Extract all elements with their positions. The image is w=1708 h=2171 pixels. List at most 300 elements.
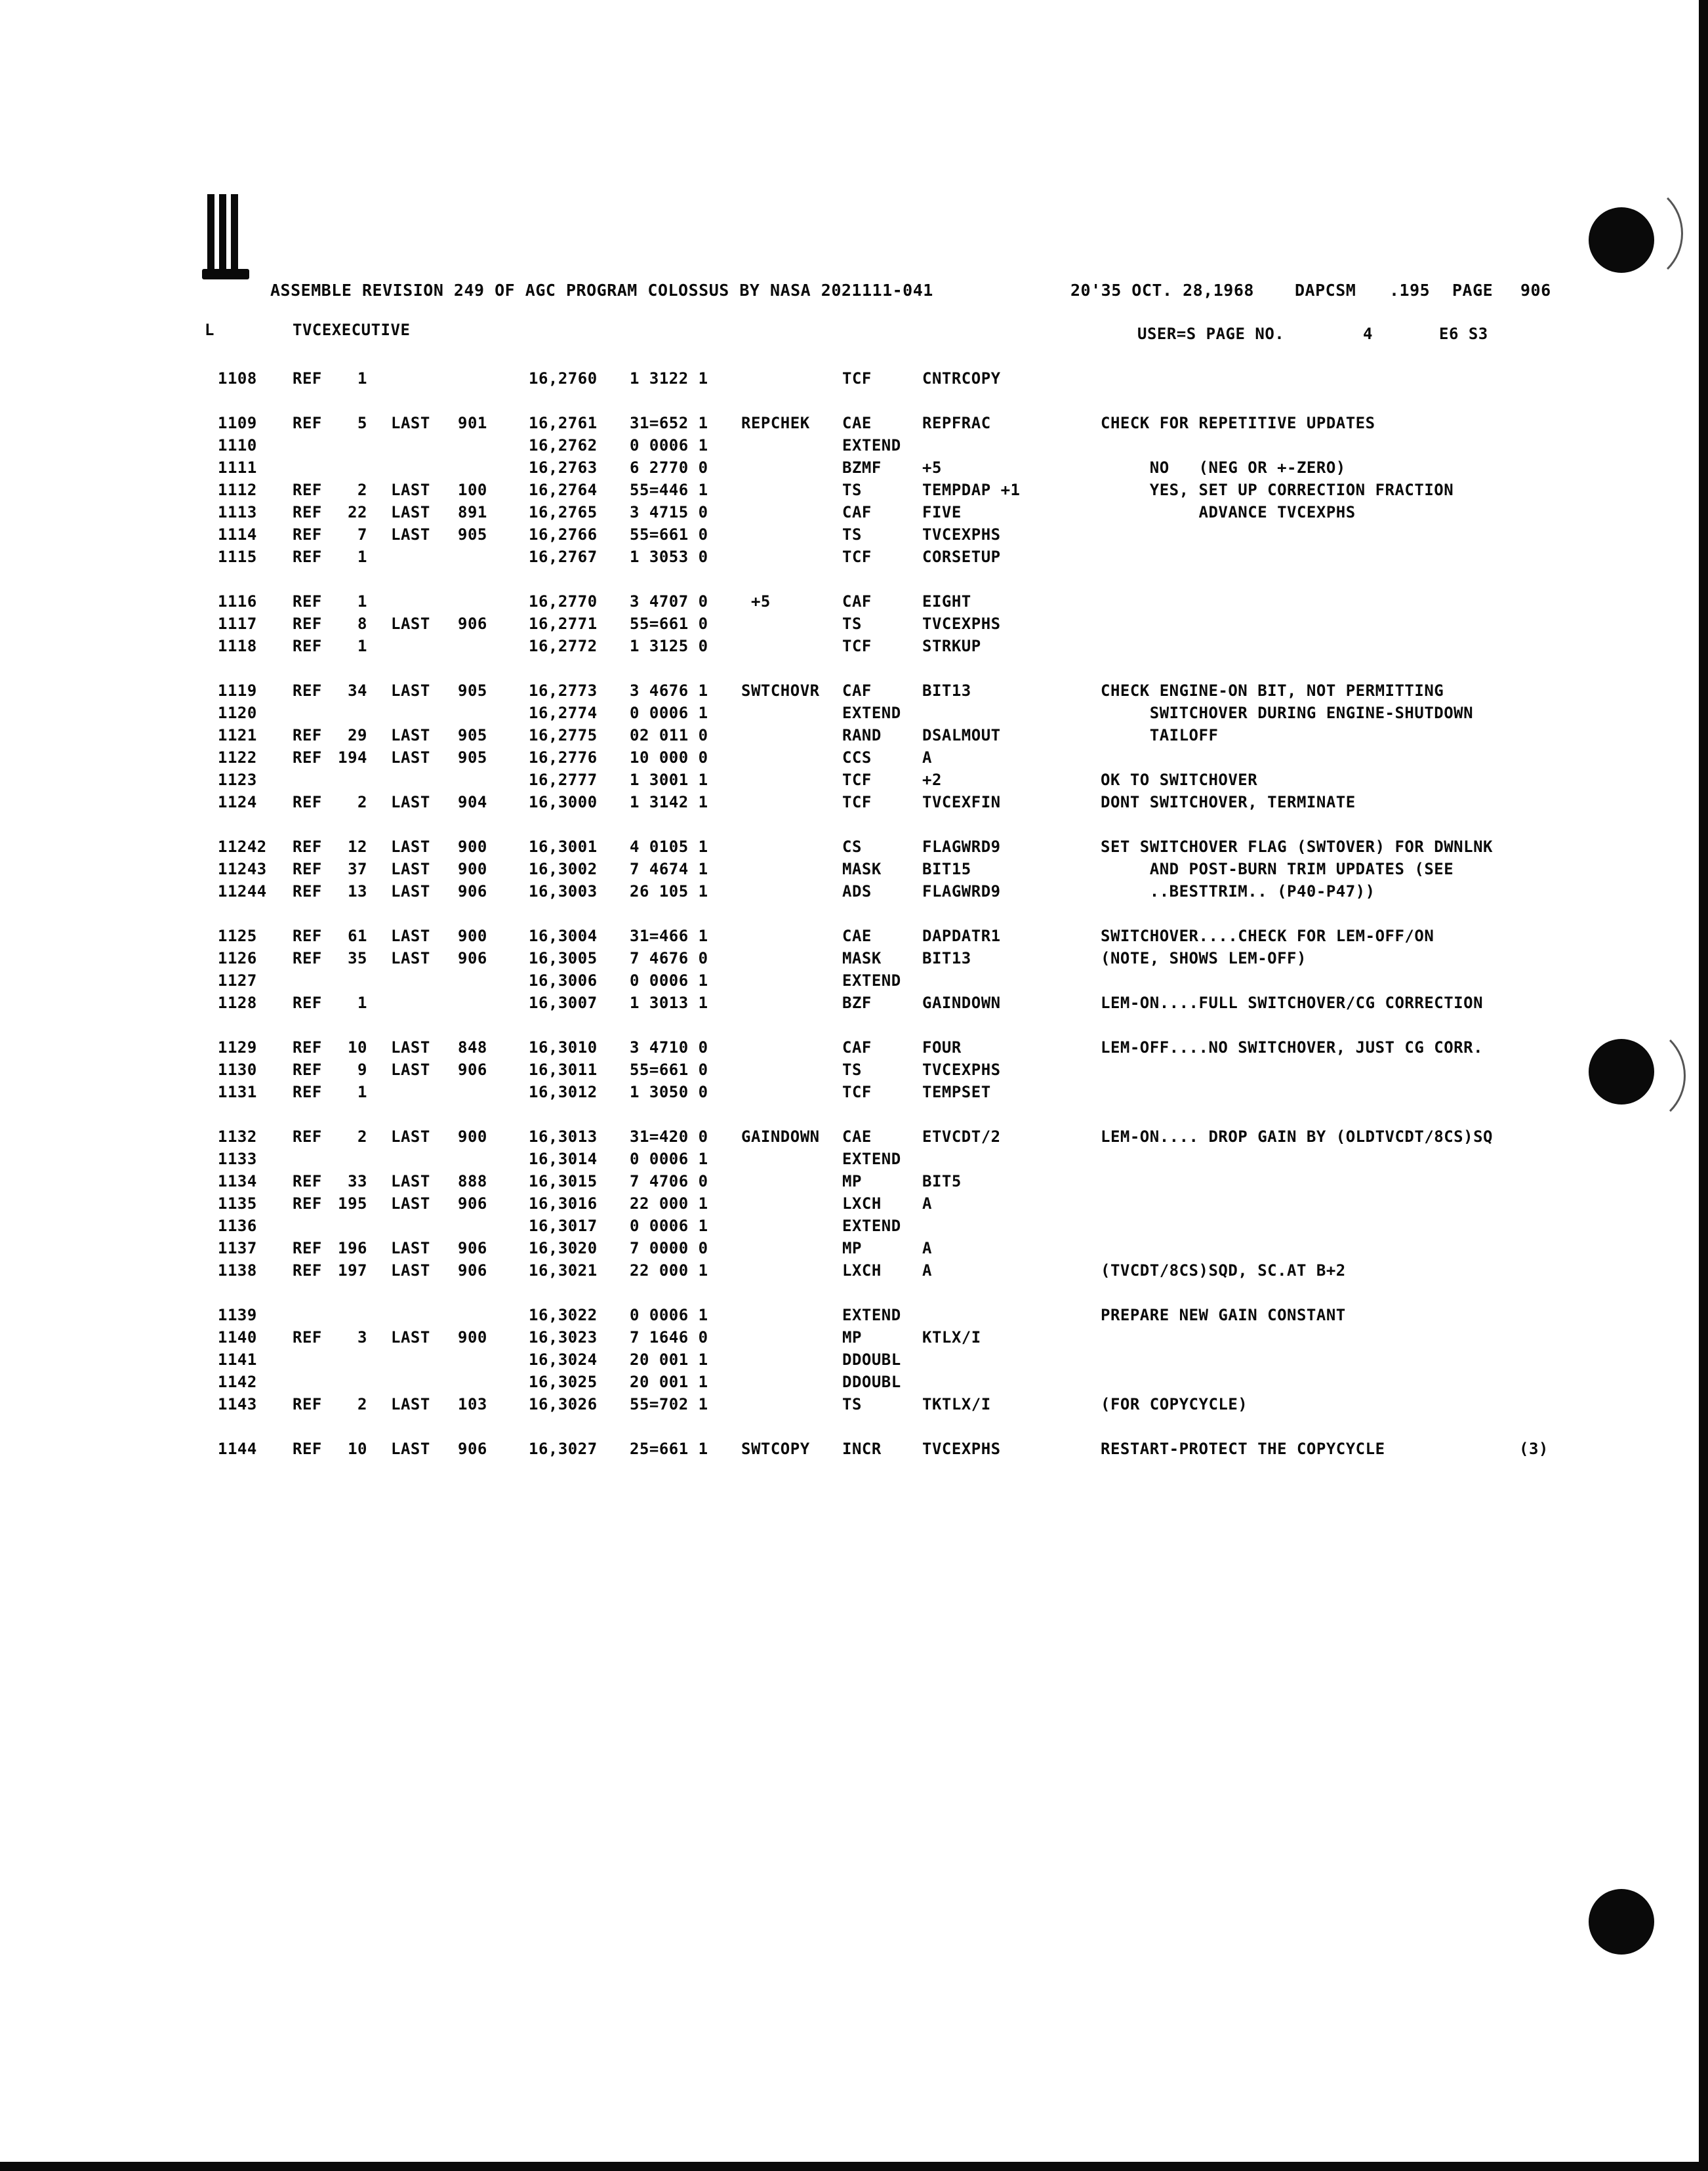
ref-count: 1 [357,994,367,1012]
line-number: 1144 [218,1440,257,1458]
opcode: TS [842,615,862,633]
last-line: 906 [458,1239,487,1257]
listing-row [0,614,1708,635]
octal-code: 1 3013 1 [630,994,708,1012]
last-marker: LAST [391,1127,430,1146]
address: 16,3012 [529,1083,598,1101]
octal-code: 3 4676 1 [630,681,708,700]
opcode: TCF [842,369,872,388]
last-line: 100 [458,481,487,499]
address: 16,2770 [529,592,598,611]
listing-row [0,1238,1708,1259]
last-marker: LAST [391,748,430,767]
last-line: 900 [458,1328,487,1347]
ref-marker: REF [293,369,322,388]
line-number: 1134 [218,1172,257,1190]
line-number: 1126 [218,949,257,967]
sheet-code: E6 S3 [1439,325,1488,343]
listing-row [0,1216,1708,1237]
line-number: 1129 [218,1038,257,1057]
address: 16,3013 [529,1127,598,1146]
listing-row [0,369,1708,390]
octal-code: 55=661 0 [630,615,708,633]
ref-count: 37 [348,860,367,878]
listing-row [0,1060,1708,1081]
binder-mark [207,194,249,279]
line-number: 1124 [218,793,257,811]
address: 16,3020 [529,1239,598,1257]
page-number: 906 [1520,281,1551,300]
ref-count: 35 [348,949,367,967]
address: 16,2762 [529,436,598,455]
line-number: 11244 [218,882,267,901]
operand: STRKUP [922,637,981,655]
octal-code: 0 0006 1 [630,1306,708,1324]
scan-edge-bottom [0,2162,1708,2171]
address: 16,2775 [529,726,598,744]
opcode: RAND [842,726,882,744]
line-number: 1112 [218,481,257,499]
comment: (TVCDT/8CS)SQD, SC.AT B+2 [1101,1261,1346,1280]
listing-row [0,1171,1708,1192]
last-line: 900 [458,1127,487,1146]
ref-count: 33 [348,1172,367,1190]
line-number: 1122 [218,748,257,767]
comment: ADVANCE TVCEXPHS [1101,503,1356,521]
last-line: 906 [458,882,487,901]
opcode: BZF [842,994,872,1012]
line-number: 1136 [218,1217,257,1235]
listing-row [0,837,1708,858]
octal-code: 4 0105 1 [630,838,708,856]
operand: +2 [922,771,942,789]
octal-code: 1 3001 1 [630,771,708,789]
last-marker: LAST [391,1239,430,1257]
opcode: CAF [842,1038,872,1057]
ref-count: 194 [338,748,367,767]
last-marker: LAST [391,726,430,744]
operand: A [922,1261,932,1280]
address: 16,3007 [529,994,598,1012]
address: 16,2772 [529,637,598,655]
ref-marker: REF [293,949,322,967]
octal-code: 7 4676 0 [630,949,708,967]
last-line: 901 [458,414,487,432]
ref-count: 12 [348,838,367,856]
ref-marker: REF [293,1038,322,1057]
line-number: 1130 [218,1061,257,1079]
octal-code: 20 001 1 [630,1373,708,1391]
comment: (NOTE, SHOWS LEM-OFF) [1101,949,1307,967]
octal-code: 55=661 0 [630,1061,708,1079]
octal-code: 3 4715 0 [630,503,708,521]
opcode: MP [842,1239,862,1257]
comment: PREPARE NEW GAIN CONSTANT [1101,1306,1346,1324]
label: SWTCOPY [741,1440,810,1458]
listing-row [0,681,1708,702]
octal-code: 1 3050 0 [630,1083,708,1101]
address: 16,3015 [529,1172,598,1190]
ref-marker: REF [293,1083,322,1101]
opcode: MASK [842,860,882,878]
listing-row [0,1149,1708,1170]
last-marker: LAST [391,503,430,521]
address: 16,3005 [529,949,598,967]
ref-count: 196 [338,1239,367,1257]
line-number: 1137 [218,1239,257,1257]
octal-code: 7 4674 1 [630,860,708,878]
octal-code: 0 0006 1 [630,1217,708,1235]
line-number: 11243 [218,860,267,878]
last-marker: LAST [391,1261,430,1280]
octal-code: 1 3142 1 [630,793,708,811]
octal-code: 55=661 0 [630,525,708,544]
log-number: .195 [1389,281,1431,300]
comment: LEM-ON....FULL SWITCHOVER/CG CORRECTION [1101,994,1484,1012]
line-number: 1121 [218,726,257,744]
last-line: 891 [458,503,487,521]
listing-row [0,993,1708,1014]
last-line: 906 [458,1194,487,1213]
listing-row [0,725,1708,746]
ref-marker: REF [293,414,322,432]
opcode: CAE [842,1127,872,1146]
listing-timestamp: 20'35 OCT. 28,1968 [1070,281,1254,300]
listing-row [0,525,1708,546]
line-number: 1141 [218,1350,257,1369]
address: 16,3027 [529,1440,598,1458]
line-number: 1120 [218,704,257,722]
octal-code: 0 0006 1 [630,704,708,722]
opcode: EXTEND [842,971,901,990]
last-marker: LAST [391,927,430,945]
last-marker: LAST [391,1440,430,1458]
ref-count: 10 [348,1038,367,1057]
last-marker: LAST [391,1395,430,1413]
line-number: 1142 [218,1373,257,1391]
opcode: INCR [842,1440,882,1458]
opcode: DDOUBL [842,1350,901,1369]
ref-count: 61 [348,927,367,945]
label: REPCHEK [741,414,810,432]
ref-count: 8 [357,615,367,633]
octal-code: 1 3053 0 [630,548,708,566]
operand: DAPDATR1 [922,927,1001,945]
ref-count: 7 [357,525,367,544]
address: 16,2764 [529,481,598,499]
last-line: 905 [458,748,487,767]
ref-marker: REF [293,793,322,811]
listing-row [0,1372,1708,1393]
comment: CHECK ENGINE-ON BIT, NOT PERMITTING [1101,681,1444,700]
address: 16,2771 [529,615,598,633]
line-number: 1115 [218,548,257,566]
octal-code: 55=702 1 [630,1395,708,1413]
line-number: 1114 [218,525,257,544]
ref-marker: REF [293,1440,322,1458]
octal-code: 55=446 1 [630,481,708,499]
address: 16,2765 [529,503,598,521]
address: 16,3002 [529,860,598,878]
opcode: CAE [842,414,872,432]
listing-row [0,480,1708,501]
ref-marker: REF [293,1194,322,1213]
operand: BIT15 [922,860,971,878]
line-number: 1119 [218,681,257,700]
opcode: MP [842,1172,862,1190]
last-marker: LAST [391,860,430,878]
last-line: 905 [458,726,487,744]
last-marker: LAST [391,1328,430,1347]
comment: OK TO SWITCHOVER [1101,771,1258,789]
address: 16,3004 [529,927,598,945]
ref-marker: REF [293,860,322,878]
comment: RESTART-PROTECT THE COPYCYCLE [1101,1440,1385,1458]
listing-row [0,592,1708,613]
last-marker: LAST [391,1038,430,1057]
address: 16,2776 [529,748,598,767]
ref-count: 1 [357,369,367,388]
last-line: 906 [458,1061,487,1079]
label: SWTCHOVR [741,681,820,700]
octal-code: 3 4710 0 [630,1038,708,1057]
line-number: 11242 [218,838,267,856]
octal-code: 10 000 0 [630,748,708,767]
comment: LEM-OFF....NO SWITCHOVER, JUST CG CORR. [1101,1038,1484,1057]
address: 16,3026 [529,1395,598,1413]
listing-row [0,1082,1708,1103]
octal-code: 7 1646 0 [630,1328,708,1347]
address: 16,3016 [529,1194,598,1213]
operand: KTLX/I [922,1328,981,1347]
operand: TVCEXPHS [922,1440,1001,1458]
listing-row [0,926,1708,947]
listing-row [0,1439,1708,1460]
listing-row [0,770,1708,791]
ref-count: 2 [357,481,367,499]
address: 16,2761 [529,414,598,432]
comment: YES, SET UP CORRECTION FRACTION [1101,481,1454,499]
opcode: TCF [842,637,872,655]
address: 16,3014 [529,1150,598,1168]
section-name: TVCEXECUTIVE [293,321,411,339]
address: 16,3000 [529,793,598,811]
listing-row [0,458,1708,479]
operand: TEMPSET [922,1083,991,1101]
last-line: 906 [458,1440,487,1458]
listing-row [0,636,1708,657]
octal-code: 3 4707 0 [630,592,708,611]
line-number: 1128 [218,994,257,1012]
line-number: 1140 [218,1328,257,1347]
operand: CNTRCOPY [922,369,1001,388]
opcode: EXTEND [842,1217,901,1235]
opcode: TCF [842,548,872,566]
opcode: CAE [842,927,872,945]
octal-code: 0 0006 1 [630,1150,708,1168]
user-page-number: 4 [1363,325,1373,343]
ref-marker: REF [293,1172,322,1190]
operand: +5 [922,458,942,477]
octal-code: 0 0006 1 [630,436,708,455]
last-marker: LAST [391,525,430,544]
line-number: 1135 [218,1194,257,1213]
operand: A [922,1239,932,1257]
user-page-label: USER=S PAGE NO. [1137,325,1285,343]
listing-row [0,1305,1708,1326]
opcode: MASK [842,949,882,967]
listing-row [0,792,1708,813]
opcode: TCF [842,1083,872,1101]
ref-marker: REF [293,481,322,499]
last-line: 904 [458,793,487,811]
operand: A [922,748,932,767]
last-marker: LAST [391,1194,430,1213]
listing-row [0,547,1708,568]
log-section: DAPCSM [1295,281,1356,300]
operand: BIT5 [922,1172,962,1190]
opcode: TS [842,1395,862,1413]
comment: NO (NEG OR +-ZERO) [1101,458,1346,477]
octal-code: 7 0000 0 [630,1239,708,1257]
ref-marker: REF [293,838,322,856]
ref-count: 2 [357,1395,367,1413]
opcode: EXTEND [842,704,901,722]
ref-marker: REF [293,726,322,744]
listing-row [0,1350,1708,1371]
listing-row [0,502,1708,523]
opcode: MP [842,1328,862,1347]
operand: A [922,1194,932,1213]
address: 16,3023 [529,1328,598,1347]
label: +5 [741,592,771,611]
listing-title: ASSEMBLE REVISION 249 OF AGC PROGRAM COLOSSUS BY NASA 2021111-041 [270,281,933,300]
label: GAINDOWN [741,1127,820,1146]
listing-marker: L [205,321,214,339]
last-line: 905 [458,681,487,700]
ref-marker: REF [293,1239,322,1257]
opcode: TS [842,481,862,499]
octal-code: 25=661 1 [630,1440,708,1458]
octal-code: 6 2770 0 [630,458,708,477]
address: 16,2777 [529,771,598,789]
last-line: 103 [458,1395,487,1413]
line-number: 1109 [218,414,257,432]
comment: CHECK FOR REPETITIVE UPDATES [1101,414,1375,432]
line-number: 1123 [218,771,257,789]
operand: REPFRAC [922,414,991,432]
listing-row [0,1394,1708,1415]
opcode: EXTEND [842,1306,901,1324]
address: 16,2773 [529,681,598,700]
opcode: BZMF [842,458,882,477]
listing-row [0,748,1708,769]
last-marker: LAST [391,882,430,901]
opcode: DDOUBL [842,1373,901,1391]
ref-marker: REF [293,1395,322,1413]
opcode: TS [842,525,862,544]
operand: GAINDOWN [922,994,1001,1012]
operand: TEMPDAP +1 [922,481,1021,499]
last-marker: LAST [391,1172,430,1190]
ref-count: 29 [348,726,367,744]
opcode: EXTEND [842,1150,901,1168]
comment: SWITCHOVER....CHECK FOR LEM-OFF/ON [1101,927,1434,945]
operand: EIGHT [922,592,971,611]
opcode: CAF [842,681,872,700]
last-line: 848 [458,1038,487,1057]
ref-count: 9 [357,1061,367,1079]
last-marker: LAST [391,681,430,700]
comment: SET SWITCHOVER FLAG (SWTOVER) FOR DWNLNK [1101,838,1493,856]
page-label: PAGE [1452,281,1494,300]
address: 16,3025 [529,1373,598,1391]
last-line: 900 [458,838,487,856]
octal-code: 20 001 1 [630,1350,708,1369]
comment: LEM-ON.... DROP GAIN BY (OLDTVCDT/8CS)SQ [1101,1127,1493,1146]
opcode: LXCH [842,1261,882,1280]
operand: TVCEXPHS [922,1061,1001,1079]
address: 16,2767 [529,548,598,566]
line-number: 1133 [218,1150,257,1168]
operand: CORSETUP [922,548,1001,566]
ref-count: 1 [357,548,367,566]
address: 16,3024 [529,1350,598,1369]
line-number: 1110 [218,436,257,455]
last-marker: LAST [391,1061,430,1079]
ref-count: 2 [357,1127,367,1146]
address: 16,2766 [529,525,598,544]
listing-row [0,1194,1708,1215]
ref-count: 1 [357,592,367,611]
ref-marker: REF [293,525,322,544]
ref-marker: REF [293,637,322,655]
listing-row [0,1261,1708,1282]
address: 16,2774 [529,704,598,722]
operand: TKTLX/I [922,1395,991,1413]
ref-marker: REF [293,615,322,633]
operand: FIVE [922,503,962,521]
address: 16,3001 [529,838,598,856]
ref-count: 22 [348,503,367,521]
ref-count: 1 [357,1083,367,1101]
last-marker: LAST [391,793,430,811]
address: 16,2763 [529,458,598,477]
address: 16,3017 [529,1217,598,1235]
address: 16,2760 [529,369,598,388]
opcode: CAF [842,592,872,611]
ref-count: 34 [348,681,367,700]
address: 16,3021 [529,1261,598,1280]
listing-row [0,436,1708,457]
last-line: 900 [458,860,487,878]
opcode: CS [842,838,862,856]
operand: TVCEXPHS [922,525,1001,544]
punch-hole-bottom [1589,1889,1654,1955]
operand: FLAGWRD9 [922,838,1001,856]
operand: BIT13 [922,949,971,967]
ref-marker: REF [293,882,322,901]
opcode: TCF [842,771,872,789]
line-number: 1131 [218,1083,257,1101]
ref-marker: REF [293,1127,322,1146]
octal-code: 0 0006 1 [630,971,708,990]
octal-code: 26 105 1 [630,882,708,901]
ref-marker: REF [293,748,322,767]
ref-count: 3 [357,1328,367,1347]
comment: (FOR COPYCYCLE) [1101,1395,1248,1413]
line-number: 1125 [218,927,257,945]
